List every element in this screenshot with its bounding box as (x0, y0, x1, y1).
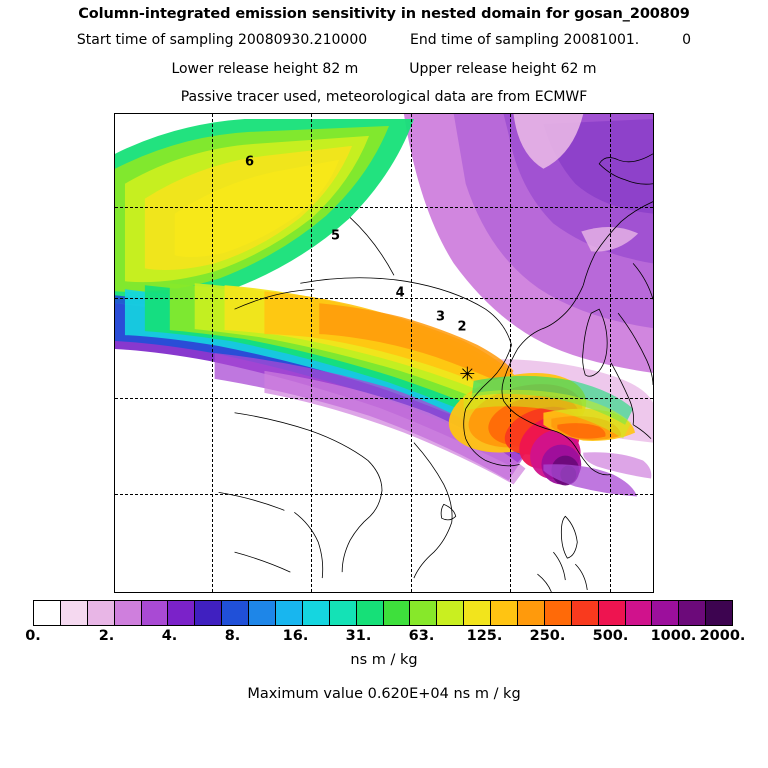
upper-release-label: Upper release height (409, 61, 557, 77)
upper-release-value: 62 m (560, 61, 597, 77)
colorbar-segment-17 (491, 601, 518, 625)
colorbar-segment-16 (464, 601, 491, 625)
end-time-value: 20081001. (563, 32, 640, 48)
colorbar-tick-10: 1000. (650, 628, 697, 644)
colorbar (33, 600, 733, 626)
colorbar-segment-24 (679, 601, 706, 625)
tracer-info-line: Passive tracer used, meteorological data are from ECMWF (180, 89, 588, 105)
colorbar-segment-9 (276, 601, 303, 625)
colorbar-segment-14 (410, 601, 437, 625)
colorbar-tick-3: 8. (224, 628, 241, 644)
colorbar-segment-3 (115, 601, 142, 625)
contour-label-2: 2 (457, 319, 467, 335)
release-height-line (0, 61, 768, 77)
end-time-label: End time of sampling (410, 32, 560, 48)
colorbar-tick-2: 4. (161, 628, 178, 644)
colorbar-segment-8 (249, 601, 276, 625)
colorbar-segment-15 (437, 601, 464, 625)
colorbar-segment-6 (195, 601, 222, 625)
colorbar-segment-25 (706, 601, 732, 625)
start-time-value: 20080930.210000 (237, 32, 368, 48)
colorbar-segment-22 (626, 601, 653, 625)
colorbar-tick-5: 31. (345, 628, 372, 644)
contour-label-5: 5 (331, 228, 341, 244)
chart-title: Column-integrated emission sensitivity in nested domain for gosan_200809 (78, 6, 690, 22)
colorbar-tick-4: 16. (282, 628, 309, 644)
contour-label-3: 3 (435, 309, 446, 325)
lower-release-value: 82 m (322, 61, 359, 77)
contour-label-6: 6 (244, 154, 255, 170)
release-site-marker: ✳ (459, 363, 476, 385)
colorbar-segment-20 (572, 601, 599, 625)
colorbar-units-label: ns m / kg (350, 652, 418, 668)
sampling-time-line (0, 32, 768, 48)
lower-release-label: Lower release height (171, 61, 318, 77)
colorbar-tick-0: 0. (25, 628, 41, 644)
map-plot-area (114, 113, 654, 593)
colorbar-segment-21 (599, 601, 626, 625)
end-time-extra: 0 (682, 32, 692, 48)
colorbar-segment-1 (61, 601, 88, 625)
colorbar-segment-12 (357, 601, 384, 625)
start-time-label: Start time of sampling (76, 32, 234, 48)
colorbar-segment-4 (142, 601, 169, 625)
map-labels (115, 114, 653, 592)
colorbar-segment-5 (168, 601, 195, 625)
colorbar-segment-23 (652, 601, 679, 625)
colorbar-tick-8: 250. (529, 628, 566, 644)
maximum-value-label: Maximum value 0.620E+04 ns m / kg (247, 686, 521, 702)
colorbar-segment-0 (34, 601, 61, 625)
colorbar-tick-11: 2000. (699, 628, 746, 644)
colorbar-tick-9: 500. (592, 628, 629, 644)
colorbar-segment-11 (330, 601, 357, 625)
contour-label-4: 4 (395, 285, 405, 301)
colorbar-segment-18 (518, 601, 545, 625)
colorbar-segment-2 (88, 601, 115, 625)
colorbar-tick-7: 125. (466, 628, 503, 644)
colorbar-segment-7 (222, 601, 249, 625)
colorbar-tick-1: 2. (98, 628, 115, 644)
colorbar-tick-labels (0, 628, 768, 648)
colorbar-segment-10 (303, 601, 330, 625)
colorbar-segment-19 (545, 601, 572, 625)
colorbar-tick-6: 63. (408, 628, 435, 644)
colorbar-segment-13 (384, 601, 411, 625)
